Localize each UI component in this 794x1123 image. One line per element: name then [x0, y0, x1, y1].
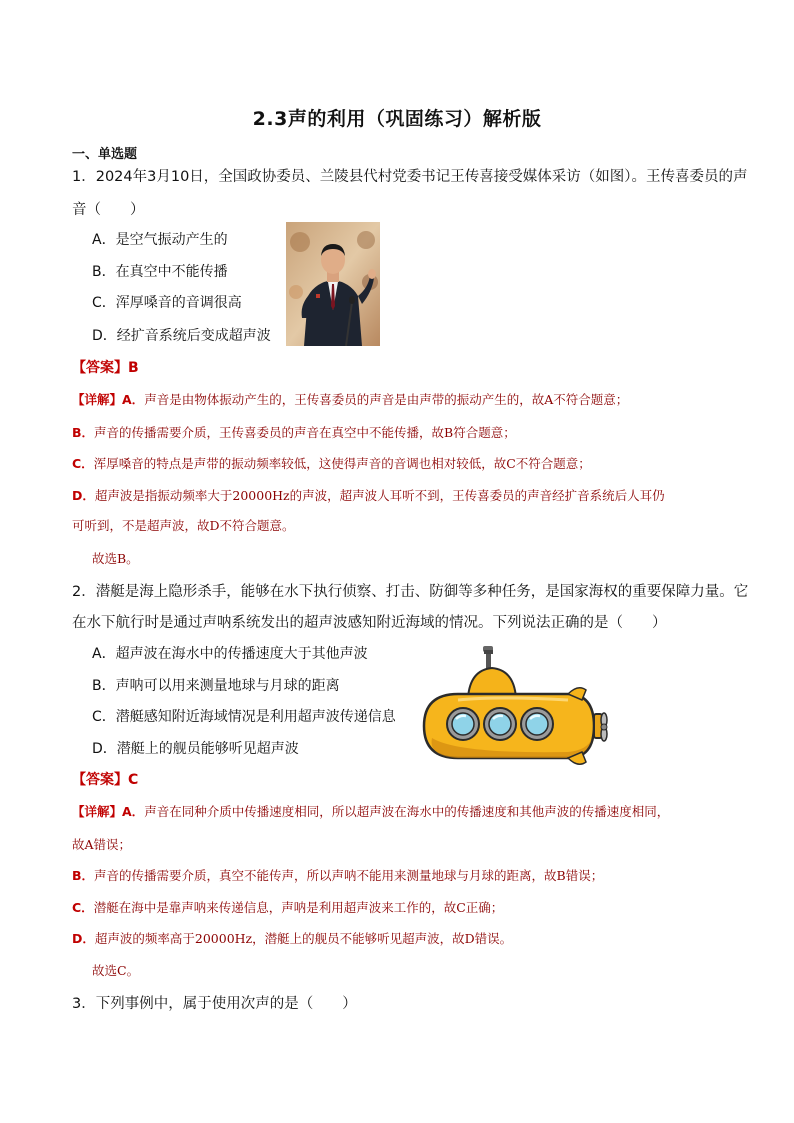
- q2-option-c: C．潜艇感知附近海域情况是利用超声波传递信息: [92, 709, 396, 725]
- q1-option-c: C．浑厚嗓音的音调很高: [92, 295, 242, 311]
- q1-explain-line-5: 可听到，不是超声波，故D不符合题意。: [72, 518, 295, 533]
- q2-explain-line-3: B．声音的传播需要介质，真空不能传声，所以声呐不能用来测量地球与月球的距离，故B错误；: [72, 868, 604, 883]
- q1-option-b: B．在真空中不能传播: [92, 264, 228, 280]
- page-title: 2.3声的利用（巩固练习）解析版: [252, 108, 542, 130]
- q2-explain-line-5: D．超声波的频率高于20000Hz，潜艇上的舰员不能够听见超声波，故D错误。: [72, 931, 513, 946]
- q1-stem-line-1: 1．2024年3月10日，全国政协委员、兰陵县代村党委书记王传喜接受媒体采访（如图）。王传喜委员的声: [72, 169, 748, 185]
- q2-conclusion: 故选C。: [92, 963, 140, 978]
- q2-explain-line-1: 【详解】A．声音在同种介质中传播速度相同，所以超声波在海水中的传播速度和其他声波的传播速度相同，: [72, 804, 670, 819]
- q1-option-d: D．经扩音系统后变成超声波: [92, 328, 271, 344]
- q1-answer-value: B: [128, 360, 139, 376]
- q1-stem-line-2: 音（ ）: [72, 202, 145, 218]
- q2-answer-label: 【答案】: [72, 772, 128, 788]
- interview-photo: [286, 222, 380, 346]
- q2-option-d: D．潜艇上的舰员能够听见超声波: [92, 741, 299, 757]
- section-heading: 一、单选题: [72, 147, 138, 162]
- q2-option-b: B．声呐可以用来测量地球与月球的距离: [92, 678, 340, 694]
- q1-answer-label: 【答案】: [72, 360, 128, 376]
- submarine-illustration: [418, 644, 614, 772]
- q2-explain-line-2: 故A错误；: [72, 837, 132, 852]
- q2-stem-line-1: 2．潜艇是海上隐形杀手，能够在水下执行侦察、打击、防御等多种任务，是国家海权的重要保障力量。它: [72, 584, 749, 600]
- q1-explain-line-1: 【详解】A．声音是由物体振动产生的，王传喜委员的声音是由声带的振动产生的，故A不符合题意；: [72, 392, 629, 407]
- q2-stem-line-2: 在水下航行时是通过声呐系统发出的超声波感知附近海域的情况。下列说法正确的是（ ）: [72, 615, 667, 631]
- q1-option-a: A．是空气振动产生的: [92, 232, 228, 248]
- q1-conclusion: 故选B。: [92, 551, 139, 566]
- q1-explain-line-3: C．浑厚嗓音的特点是声带的振动频率较低，这使得声音的音调也相对较低，故C不符合题意；: [72, 456, 591, 471]
- q1-answer: [72, 357, 139, 377]
- q2-option-a: A．超声波在海水中的传播速度大于其他声波: [92, 646, 368, 662]
- q2-answer: [72, 769, 138, 789]
- q2-answer-value: C: [128, 772, 139, 788]
- q2-explain-line-4: C．潜艇在海中是靠声呐来传递信息，声呐是利用超声波来工作的，故C正确；: [72, 900, 504, 915]
- q3-stem-line-1: 3．下列事例中，属于使用次声的是（ ）: [72, 996, 357, 1012]
- q1-explain-line-4: D．超声波是指振动频率大于20000Hz的声波，超声波人耳听不到，王传喜委员的声音经扩音系统后人耳仍: [72, 488, 665, 503]
- q1-explain-line-2: B．声音的传播需要介质，王传喜委员的声音在真空中不能传播，故B符合题意；: [72, 425, 516, 440]
